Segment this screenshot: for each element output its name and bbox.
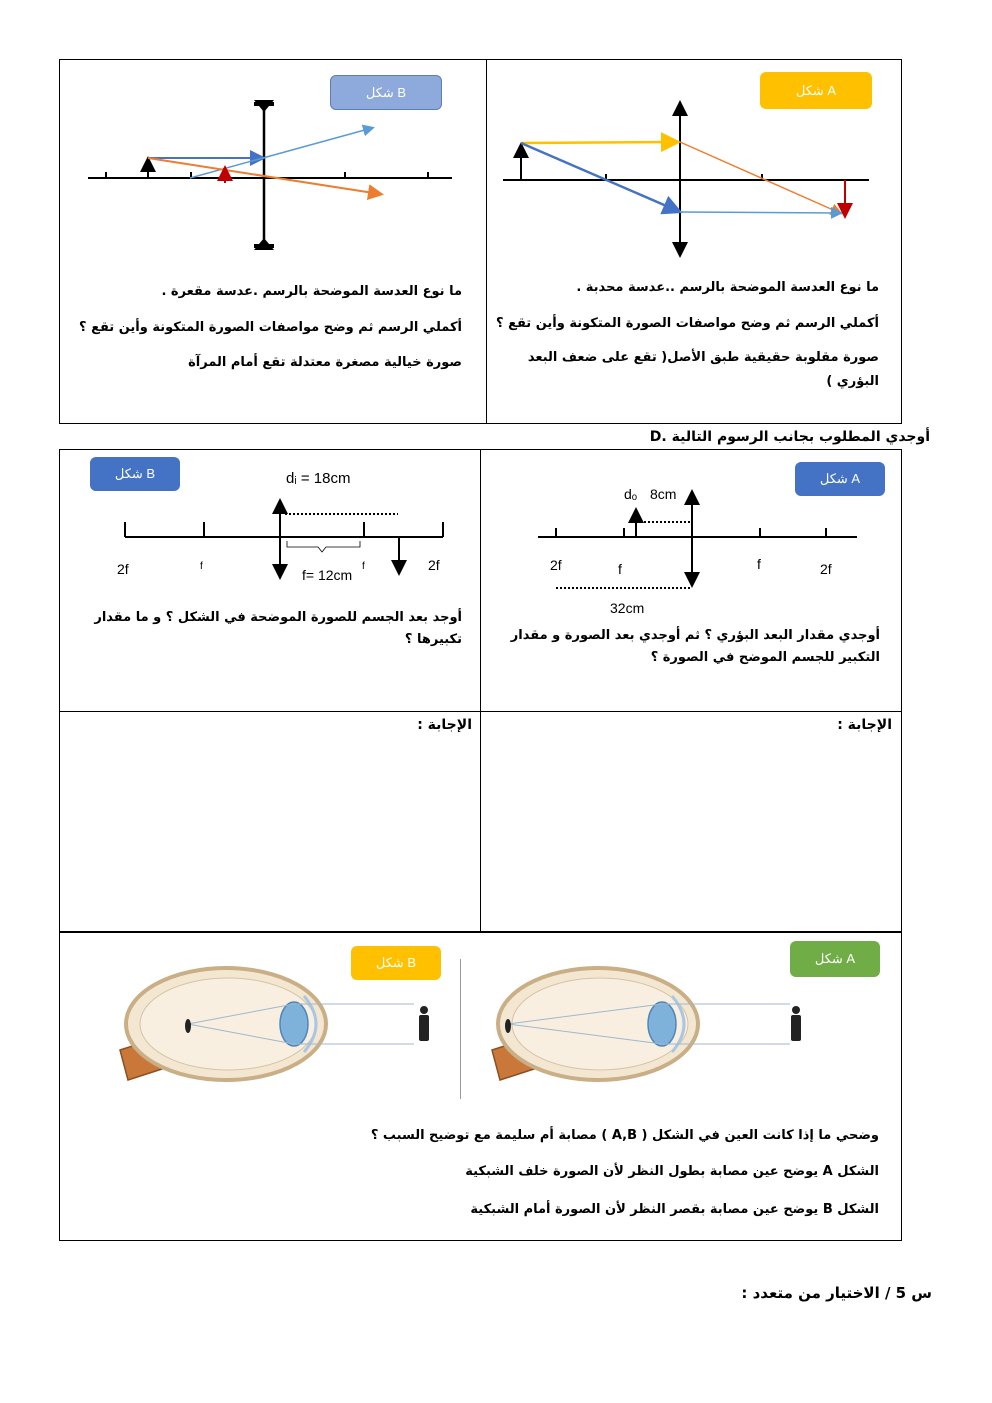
panel-b-answer: صورة خيالية مصغرة معتدلة تقع أمام المرآة	[188, 355, 462, 370]
axis-label-2f-right: 2f	[428, 557, 440, 573]
d-panel-b-question-1: أوجد بعد الجسم للصورة الموضحة في الشكل ؟ و ما مقدار	[94, 610, 462, 625]
dist-label: 32cm	[610, 600, 645, 616]
image-figure	[505, 1019, 511, 1033]
question-5-heading: س 5 / الاختيار من متعدد :	[741, 1284, 932, 1302]
crystalline-lens	[648, 1002, 676, 1046]
eye-divider	[460, 959, 461, 1099]
axis-label-2f-left: 2f	[550, 557, 562, 573]
d-panel-b-diagram	[0, 0, 992, 640]
panel-a-answer-1: صورة مقلوبة حقيقية طبق الأصل( تقع على ضعف البعد	[527, 350, 879, 365]
d-panel-a-badge: شكل A	[795, 462, 885, 496]
focal-label: f= 12cm	[302, 567, 353, 583]
focal-brace	[287, 541, 360, 552]
eye-badge-b: شكل B	[351, 946, 441, 980]
person-body	[419, 1015, 429, 1041]
axis-label-f-right: f	[757, 556, 761, 572]
panel-b-q1: ما نوع العدسة الموضحة بالرسم .عدسة مقعرة .	[161, 284, 462, 299]
d-panel-b-answer-label: الإجابة :	[417, 717, 472, 733]
do-label: dₒ	[624, 486, 638, 502]
eye-diagram-b	[118, 958, 458, 1098]
crystalline-lens	[280, 1002, 308, 1046]
panel-a-q2: أكملي الرسم ثم وضح مواصفات الصورة المتكونة وأين تقع ؟	[496, 316, 879, 331]
person-head	[792, 1006, 800, 1014]
eye-question: وضحي ما إذا كانت العين في الشكل ( A,B ) مصابة أم سليمة مع توضيح السبب ؟	[370, 1128, 879, 1143]
panel-a-badge: شكل A	[760, 72, 872, 109]
d-panel-b-badge: شكل B	[90, 457, 180, 491]
calc-table-row-divider	[59, 711, 902, 712]
axis-label-f-left: f	[200, 561, 203, 572]
di-label: dᵢ = 18cm	[286, 470, 351, 487]
eye-answer-a: الشكل A يوضح عين مصابة بطول النظر لأن الصورة خلف الشبكية	[465, 1164, 879, 1179]
d-panel-b-question-2: تكبيرها ؟	[404, 632, 462, 647]
panel-a-answer-2: البؤري )	[826, 374, 879, 389]
eye-badge-a: شكل A	[790, 941, 880, 977]
panel-b-q2: أكملي الرسم ثم وضح مواصفات الصورة المتكونة وأين تقع ؟	[79, 320, 462, 335]
axis-label-2f-left: 2f	[117, 561, 129, 577]
d-panel-a-question-1: أوجدي مقدار البعد البؤري ؟ ثم أوجدي بعد الصورة و مقدار	[510, 628, 880, 643]
d-panel-a-answer-label: الإجابة :	[837, 717, 892, 733]
do-value: 8cm	[650, 486, 677, 502]
axis-label-f-left: f	[618, 561, 622, 577]
image-figure	[185, 1019, 191, 1033]
panel-a-q1: ما نوع العدسة الموضحة بالرسم ..عدسة محدبة .	[576, 280, 879, 295]
d-panel-a-question-2: التكبير للجسم الموضح في الصورة ؟	[650, 650, 880, 665]
section-d-heading: D. أوجدي المطلوب بجانب الرسوم التالية	[649, 429, 930, 445]
eye-answer-b: الشكل B يوضح عين مصابة بقصر النظر لأن الصورة أمام الشبكية	[470, 1202, 879, 1217]
person-body	[791, 1015, 801, 1041]
axis-label-2f-right: 2f	[820, 561, 832, 577]
panel-b-badge: شكل B	[330, 75, 442, 110]
axis-label-f-right: f	[362, 561, 365, 572]
eye-diagram-a	[490, 958, 830, 1098]
person-head	[420, 1006, 428, 1014]
